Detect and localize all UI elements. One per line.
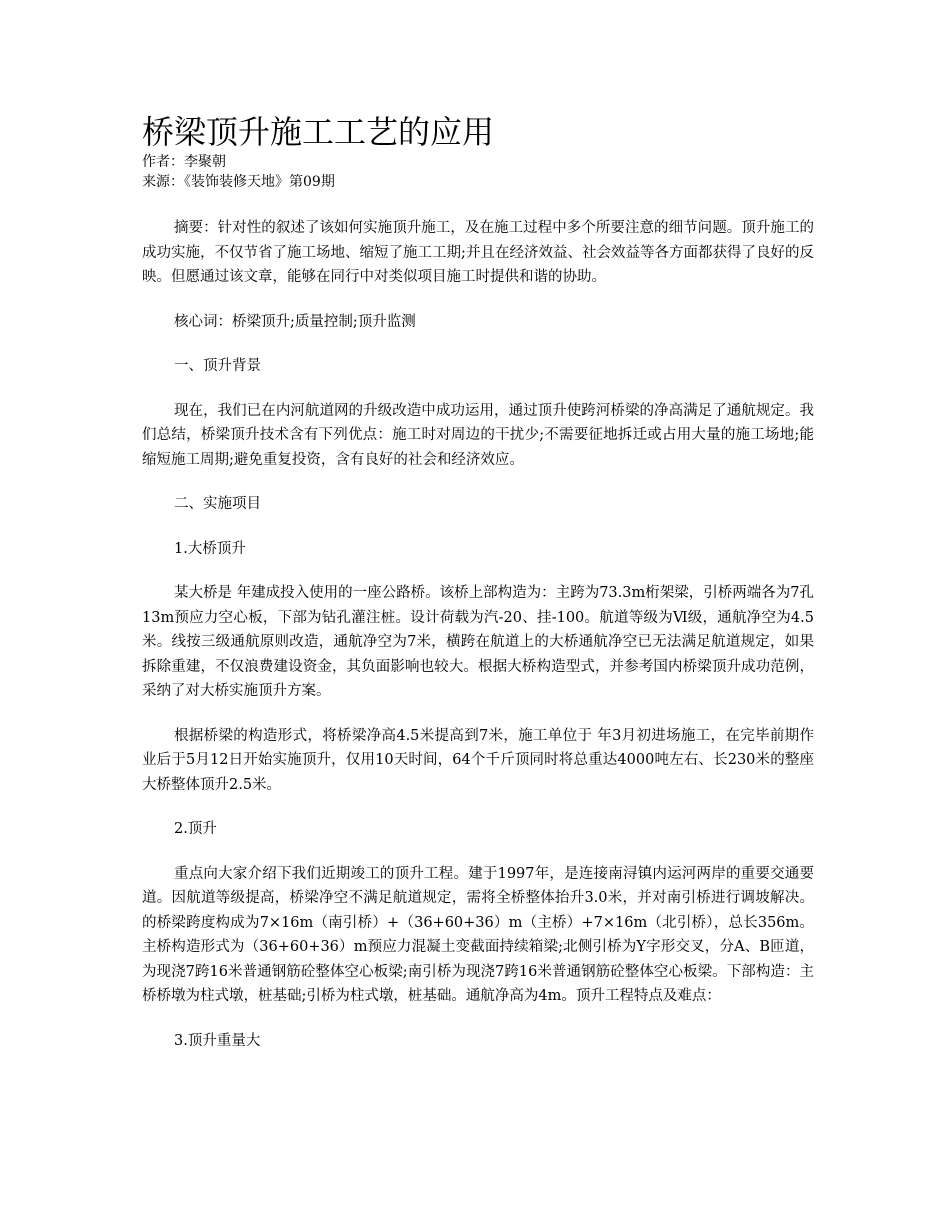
subsection-heading-lift: 2.顶升 (174, 821, 217, 837)
bridge-lift-paragraph-1: 某大桥是 年建成投入使用的一座公路桥。该桥上部构造为：主跨为73.3m桁架梁，引桥两端各为7孔13m预应力空心板，下部为钻孔灌注桩。设计荷载为汽-20、挂-100。航道等级为Ⅵ级，通航净空为4.5米。线按三级通航原则改造，通航净空为7米，横跨在航道上的大桥通航净空已无法满足航道规定，如果拆除重建，不仅浪费建设资金，其负面影响也较大。根据大桥构造型式，并参考国内桥梁顶升成功范例，采纳了对大桥实施顶升方案。 (142, 585, 814, 699)
section-heading-background: 一、顶升背景 (174, 358, 261, 374)
lift-paragraph: 重点向大家介绍下我们近期竣工的顶升工程。建于1997年，是连接南浔镇内运河两岸的重要交通要道。因航道等级提高，桥梁净空不满足航道规定，需将全桥整体抬升3.0米，并对南引桥进行调坡解决。的桥梁跨度构成为7×16m（南引桥）+（36+60+36）m（主桥）+7×16m（北引桥），总长356m。主桥构造形式为（36+60+36）m预应力混凝土变截面持续箱梁;北侧引桥为Y字形交叉，分A、B匝道，为现浇7跨16米普通钢筋砼整体空心板梁;南引桥为现浇7跨16米普通钢筋砼整体空心板梁。下部构造：主桥桥墩为柱式墩，桩基础;引桥为柱式墩，桩基础。通航净高为4m。顶升工程特点及难点： (142, 865, 814, 1004)
keywords-line: 核心词：桥梁顶升;质量控制;顶升监测 (174, 313, 416, 330)
document-page (142, 112, 814, 1073)
source-line: 来源：《装饰装修天地》第09期 (142, 174, 335, 190)
section-background-paragraph: 现在，我们已在内河航道网的升级改造中成功运用，通过顶升使跨河桥梁的净高满足了通航规定。我们总结，桥梁顶升技术含有下列优点：施工时对周边的干扰少;不需要征地拆迁或占用大量的施工场地;能缩短施工周期;避免重复投资，含有良好的社会和经济效应。 (142, 402, 814, 468)
abstract-paragraph: 摘要：针对性的叙述了该如何实施顶升施工，及在施工过程中多个所要注意的细节问题。顶升施工的成功实施，不仅节省了施工场地、缩短了施工工期;并且在经济效益、社会效益等各方面都获得了良好的反映。但愿通过该文章，能够在同行中对类似项目施工时提供和谐的协助。 (142, 220, 814, 285)
subsection-heading-bridge-lift: 1.大桥顶升 (174, 540, 246, 557)
bridge-lift-paragraph-2: 根据桥梁的构造形式，将桥梁净高4.5米提高到7米，施工单位于 年3月初进场施工，在完毕前期作业后于5月12日开始实施顶升，仅用10天时间，64个千斤顶同时将总重达4000吨左右、长230米的整座大桥整体顶升2.5米。 (142, 727, 814, 793)
author-line: 作者：李聚朝 (142, 154, 226, 170)
section-heading-projects: 二、实施项目 (174, 496, 261, 512)
subsection-heading-heavy-lift: 3.顶升重量大 (174, 1032, 261, 1049)
document-meta (142, 152, 814, 192)
document-title: 桥梁顶升施工工艺的应用 (142, 113, 495, 151)
